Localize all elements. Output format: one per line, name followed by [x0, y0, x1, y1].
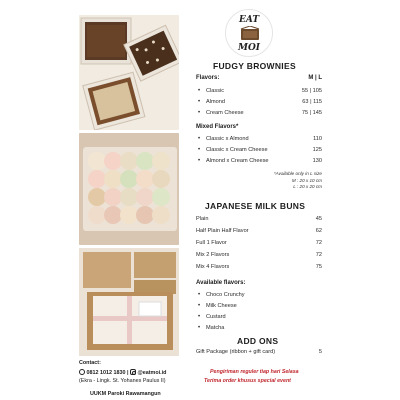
add-on-item: Gift Package (ribbon + gift card) [196, 349, 276, 355]
mixed-item-name: • Classic x Cream Cheese [206, 147, 268, 153]
mixed-item-price: 110 [313, 136, 322, 142]
available-flavors-label: Available flavors: [196, 280, 246, 286]
brownies-illustration [79, 15, 179, 130]
milk-buns-item-price: 62 [315, 228, 322, 234]
add-on-price: 5 [318, 349, 322, 355]
flavor-item: • Milk Cheese [206, 303, 237, 309]
fudgy-item-price: 55 | 105 [301, 88, 322, 94]
milk-buns-item-price: 45 [315, 216, 322, 222]
brand-logo [225, 9, 273, 57]
special-order-notice: Terima order khusus special event [204, 378, 291, 384]
phone-number[interactable]: 0812 1012 1830 [86, 370, 126, 376]
fudgy-item-name: • Almond [206, 99, 225, 105]
delivery-notice: Pengiriman reguler tiap hari Selasa [210, 369, 299, 375]
gift-box-photo [79, 248, 179, 356]
fudgy-item-name: • Cream Cheese [206, 110, 244, 116]
contact-line [79, 369, 166, 376]
milk-buns-item-name: Mix 4 Flavors [196, 264, 230, 270]
milk-buns-item-name: Half Plain Half Flavor [196, 228, 249, 234]
mixed-item-price: 125 [312, 147, 322, 153]
flavors-label: Flavors: [196, 75, 220, 81]
flavor-item: • Choco Crunchy [206, 292, 245, 298]
instagram-icon [130, 369, 136, 375]
size-note-line: L : 20 x 20 cm [293, 184, 322, 189]
milk-buns-item-price: 75 [315, 264, 322, 270]
organization: UUKM Paroki Rawamangun [90, 391, 161, 397]
contact-label: Contact: [79, 360, 101, 366]
separator: | [126, 370, 129, 376]
logo-text-top: EAT [238, 15, 260, 25]
whatsapp-icon [79, 369, 85, 375]
brownies-photo [79, 15, 179, 130]
mixed-item-name: • Classic x Almond [206, 136, 249, 142]
size-note [240, 171, 322, 191]
milk-buns-item-price: 72 [315, 252, 322, 258]
milk-buns-illustration [79, 133, 179, 245]
milk-buns-item-name: Plain [196, 216, 209, 222]
fudgy-item-price: 63 | 115 [302, 99, 322, 105]
mixed-item-name: • Almond x Cream Cheese [206, 158, 269, 164]
instagram-handle[interactable]: @eatmoi.id [137, 370, 167, 376]
size-note-line: M : 20 x 10 cm [291, 177, 322, 183]
fudgy-item-price: 75 | 145 [301, 110, 322, 116]
mixed-item-price: 130 [312, 158, 322, 164]
flavor-item: • Matcha [206, 325, 224, 331]
flavor-item: • Custard [206, 314, 226, 320]
add-ons-title: ADD ONS [237, 336, 279, 346]
milk-buns-item-name: Full 1 Flavor [196, 240, 227, 246]
milk-buns-photo [79, 133, 179, 245]
milk-buns-item-name: Mix 2 Flavors [196, 252, 230, 258]
fudgy-item-name: • Classic [206, 88, 224, 94]
mixed-flavors-label: Mixed Flavors* [196, 124, 239, 130]
size-header: M | L [308, 75, 322, 81]
logo-text-bottom: MOI [237, 43, 260, 53]
address: (Ekra - Lingk. St. Yohanes Paulus II) [79, 378, 166, 384]
milk-buns-item-price: 72 [315, 240, 322, 246]
size-note-line: *Available only in L size [273, 171, 322, 176]
fudgy-brownies-title: FUDGY BROWNIES [213, 61, 296, 71]
brownie-box-icon [240, 26, 260, 42]
gift-box-illustration [79, 248, 179, 356]
milk-buns-title: JAPANESE MILK BUNS [205, 201, 306, 211]
